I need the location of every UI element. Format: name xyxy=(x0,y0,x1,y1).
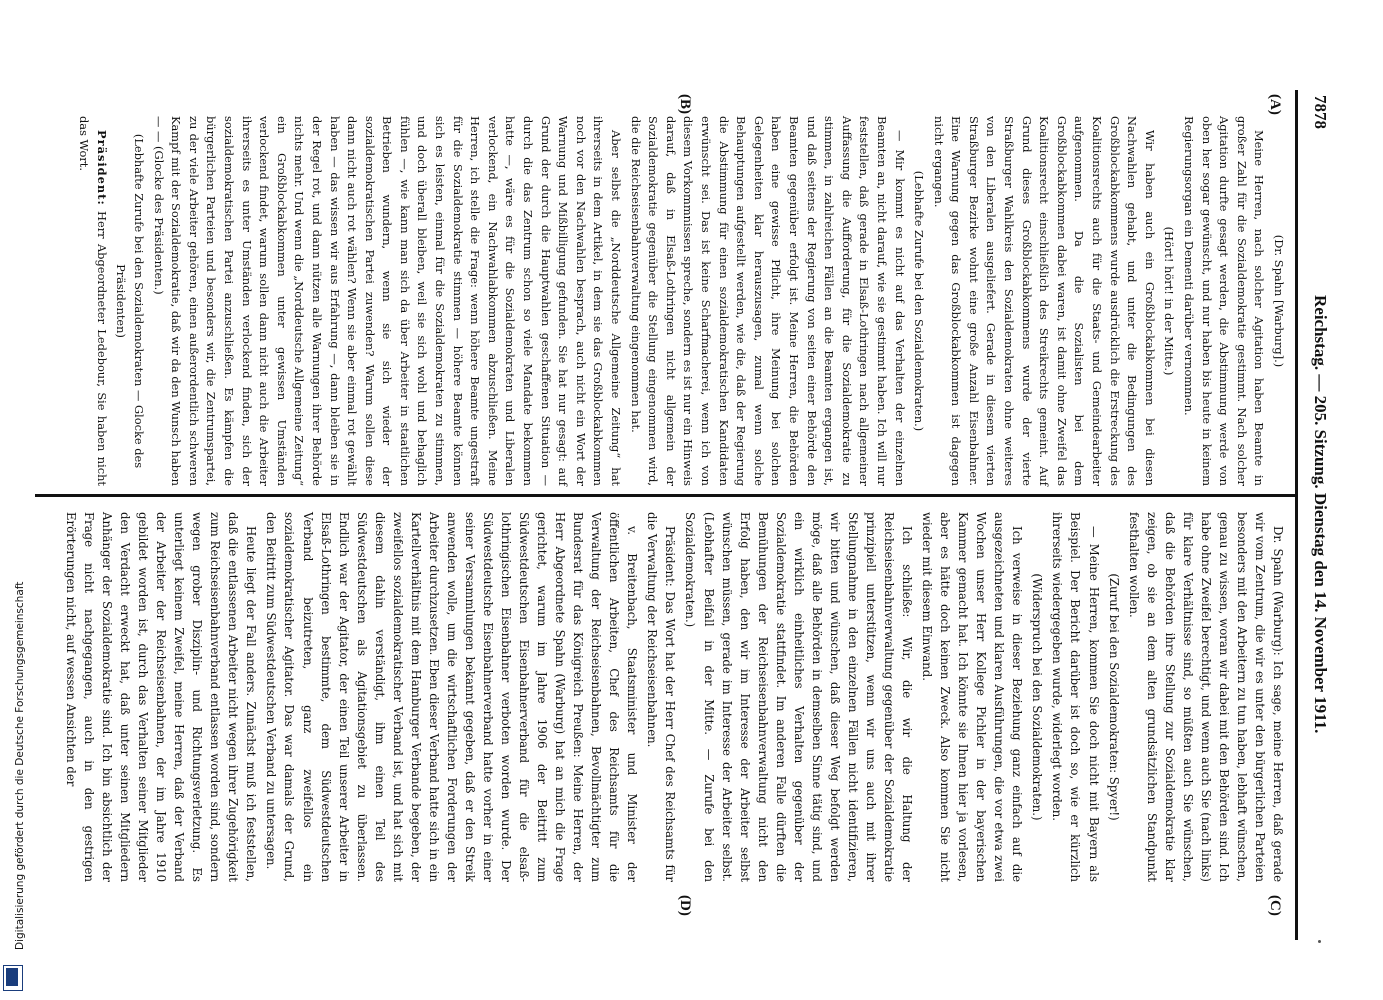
paragraph: v. Breitenbach, Staatsminister und Minister der öffentlichen Arbeiten, Chef des Reichsamts für die Verwaltung der Reichseisenbahnen, Bevollmächtigter zum Bundesrat für das Königreich Preußen: Meine Herren, der Herr Abgeordnete Spahn (Warburg) hat an mich die Frage gerichtet, warum im Jahre 1906 der Beitritt zum Südwestdeutschen Eisenbahnerverband für die elsaß-lothringischen Eisenbahner verboten worden wurde. Der Südwestdeutsche Eisenbahnerverband hatte vorher in einer seiner Versammlungen bekannt gegeben, daß er den Streik anwenden wolle, um die wirtschaftlichen Forderungen der Arbeiter durchzusetzen. Eben dieser Verband hatte sich in ein Kartellverhältnis mit dem Hamburger Verbande begeben, der zweifellos sozialdemokratischer Verband ist, und hat sich mit diesem dahin verständigt, ihm einen Teil des Südwestdeutschen als Agitationsgebiet zu überlassen. Endlich war der Agitator, der einen Teil unserer Arbeiter in Elsaß-Lothringen bestimmte, dem Südwestdeutschen Verband beizutreten, ganz zweifellos ein sozialdemokratischer Agitator. Das war damals der Grund, den Beitritt zum Südwestdeutschen Verband zu untersagen. xyxy=(264,512,640,882)
paragraph: — Mir kommt es nicht auf das Verhalten der einzelnen Beamten an, nicht darauf, wie sie gestimmt haben. Ich will nur feststellen, daß gerade in Elsaß-Lothringen nach allgemeiner Auffassung die Aufforderung, für die Sozialdemokratie zu stimmen, in zahlreichen Fällen an die Beamten ergangen ist, und daß seitens der Regierung von seiten einer Behörde den Beamten gegenüber erfolgt ist. Meine Herren, die Behörden haben eine gewisse Pflicht, ihre Meinung bei solchen Gelegenheiten klar herauszusagen, zumal wenn solche Behauptungen aufgestellt werden, wie die, daß der Regierung die Abstimmung für einen sozialdemokratischen Kandidaten erwünscht sei. Das ist keine Scharfmacherei, wenn ich von diesem Vorkommnissen spreche, sondern es ist nur ein Hinweis darauf, daß in Elsaß-Lothringen nicht allgemein der Sozialdemokratie gegenüber die Stellung eingenommen wird, die die Reichseisenbahnverwaltung eingenommen hat. xyxy=(628,116,907,486)
digitization-credit: Digitalisierung gefördert durch die Deutsche Forschungsgemeinschaft xyxy=(14,581,26,950)
interjection: (Hört! hört! in der Mitte.) xyxy=(1162,226,1177,376)
header-rule xyxy=(1295,90,1298,940)
margin-mark-a: (A) xyxy=(1267,94,1283,115)
paragraph: Präsident: Das Wort hat der Herr Chef des Reichsamts für die Verwaltung der Reichseisenbahnen. xyxy=(645,512,678,882)
paragraph: Meine Herren, nach solcher Agitation haben Beamte in großer Zahl für die Sozialdemokratie gestimmt. Nach solcher Agitation durfte gesagt werden, die Abstimmung werde von oben her sogar gewünscht, und nur haben bis heute in keinem Regierungsorgan ein Dementi darüber vernommen. xyxy=(1182,116,1267,486)
margin-mark-b: (B) xyxy=(677,94,693,114)
interjection: (Widerspruch bei den Sozialdemokraten.) xyxy=(1030,573,1045,821)
president-text: Herr Abgeordneter Ledebour, Sie haben nicht das Wort. xyxy=(77,116,109,486)
paragraph: Wir haben auch ein Großblockabkommen bei diesen Nachwahlen gehabt, und unter die Bedingungen des Großblockabkommens wurde ausdrücklich die Erstreckung des Koalitionsrechts auch für die Staats- und Gemeindearbeiter aufgenommen. Da die Sozialisten bei dem Großblockabkommen dabei waren, ist damit ohne Zweifel das Koalitionsrecht einschließlich des Streikrechts gemeint. Auf Grund dieses Großblockabkommens wurde der vierte Straßburger Wahlkreis den Sozialdemokraten ohne weiteres von den Liberalen ausgeliefert. Gerade in diesem vierten Straßburger Bezirke wohnt eine große Anzahl Eisenbahner. Eine Warnung gegen das Großblockabkommen ist dagegen nicht ergangen. xyxy=(931,116,1157,486)
paragraph: Heute liegt der Fall anders. Zunächst muß ich feststellen, daß die entlassenen Arbeiter nicht wegen ihrer Zugehörigkeit zum Reichseisenbahnverband entlassen worden sind, sondern wegen grober Disziplin- und Richtungsverletzung. Es unterliegt keinem Zweifel, meine Herren, daß der Verband der Arbeiter der Reichseisenbahnen, der im Jahre 1910 gebildet worden ist, durch das Verhalten seiner Mitglieder den Verdacht erweckt hat, daß unter seinen Mitgliedern Anhänger der Sozialdemokratie sind. Ich bin absichtlich der Frage nicht nachgegangen, auch in den gestrigen Erörterungen nicht, auf wessen Ansichten der xyxy=(63,512,259,882)
right-column xyxy=(60,512,1287,882)
column-divider xyxy=(35,494,1295,497)
paragraph: Ich schließe: Wir, die wir die Haltung der Reichseisenbahnverwaltung gegenüber der Sozialdemokratie prinzipiell unterstützen, wenn wir uns auch mit ihrer Stellungnahme in den einzelnen Fällen nicht identifizieren, wir bitten und wünschen, daß dieser Weg befolgt werden möge, daß alle Behörden in demselben Sinne tätig sind, und ein wirklich einheitliches Verhalten gegenüber der Sozialdemokratie stattfindet. Im anderen Falle dürften die Bemühungen der Reichseisenbahnverwaltung nicht den Erfolg haben, den wir im Interesse der Arbeiter selbst wünschen müssen, gerade im Interesse der Arbeiter selbst. (Lebhafter Beifall in der Mitte. — Zurufe bei den Sozialdemokraten.) xyxy=(683,512,915,882)
interjection: (Lebhafte Zurufe bei den Sozialdemokraten — Glocke des Präsidenten) xyxy=(114,133,146,469)
president-label: Präsident: xyxy=(94,130,109,206)
page-number: 7878 xyxy=(1311,95,1330,129)
margin-mark-d: (D) xyxy=(677,895,693,916)
president-remark xyxy=(75,116,110,486)
interjection: (Lebhafte Zurufe bei den Sozialdemokraten.) xyxy=(912,170,927,432)
paragraph: Aber selbst die „Norddeutsche Allgemeine Zeitung“ hat ihrerseits in dem Artikel, in dem sie das Großblockabkommen noch vor den Nachwahlen besprach, auch nicht ein Wort der Warnung und Mißbilligung gefunden. Sie hat nur gesagt: auf Grund der durch die Hauptwahlen geschaffenen Situation — durch die das Zentrum schon so viele Mandate bekommen hatte —, wäre es für die Sozialdemokraten und Liberalen verlockend, ein Nachwahlabkommen abzuschließen. Meine Herren, ich stelle die Frage: wenn höhere Beamte ungestraft für die Sozialdemokratie stimmen — höhere Beamte können sich es leisten, einmal für die Sozialdemokraten zu stimmen, und doch überall bleiben, weil sie sich wohl und behaglich fühlen —, wie kann man sich da über Arbeiter in staatlichen Betrieben wundern, wenn sie sich wieder der sozialdemokratischen Partei zuwenden? Warum sollen diese dann nicht auch rot wählen? Wenn sie aber einmal rot gewählt haben — das wissen wir aus Erfahrung —, dann bleiben sie in der Regel rot, und dann nützen alle Warnungen ihrer Behörde nichts mehr. Und wenn die „Norddeutsche Allgemeine Zeitung“ ein Großblockabkommen unter gewissen Umständen verlockend findet, warum sollen dann nicht auch die Arbeiter ihrerseits es unter Umständen verlockend finden, sich der sozialdemokratischen Partei anzuschließen. Es kämpfen die bürgerlichen Parteien und besonders wir, die Zentrumspartei, zu der viele Arbeiter gehören, einen außerordentlich schweren Kampf mit der Sozialdemokratie, daß wir da den Wunsch haben — — (Glocke des Präsidenten.) xyxy=(151,116,624,486)
left-column xyxy=(73,116,1287,486)
paragraph: Ich verweise in dieser Beziehung ganz einfach auf die ausgezeichneten und klaren Ausführungen, die vor etwa zwei Wochen unser Herr Kollege Pichler in der bayerischen Kammer gemacht hat. Ich könnte sie Ihnen hier ja vorlesen, aber es hätte doch keinen Zweck. Also kommen Sie nicht wieder mit diesem Einwand. xyxy=(920,512,1025,882)
running-header xyxy=(1300,95,1338,937)
speaker-continued: (Dr. Spahn [Warburg].) xyxy=(1272,234,1286,368)
scan-speck xyxy=(1318,940,1321,943)
header-title: Reichstag. — 205. Sitzung. Dienstag den 14. November 1911. xyxy=(1311,295,1330,734)
paragraph: Dr. Spahn (Warburg): Ich sage, meine Herren, daß gerade wir vom Zentrum, die wir es unter den bürgerlichen Parteien besonders mit den Arbeitern zu tun haben, lebhaft wünschen, genau zu wissen, woran wir dabei mit den Behörden sind. Ich habe ohne Zweifel berechtigt, und wenn auch Sie (nach links) für klare Verhältnisse sind, so müßten auch Sie wünschen, daß die Behörden ihre Stellung zur Sozialdemokratie klar zeigen, ob sie an dem alten grundsätzlichen Standpunkt festhalten wollen. xyxy=(1126,512,1285,882)
margin-mark-c: (C) xyxy=(1267,895,1283,916)
paragraph: — Meine Herren, kommen Sie doch nicht mit Bayern als Beispiel. Der Bericht darüber ist doch so, wie er kürzlich ihrerseits wiedergegeben wurde, widerlegt worden. xyxy=(1050,512,1101,882)
interjection: (Zuruf bei den Sozialdemokraten: Spyer!) xyxy=(1106,573,1121,821)
